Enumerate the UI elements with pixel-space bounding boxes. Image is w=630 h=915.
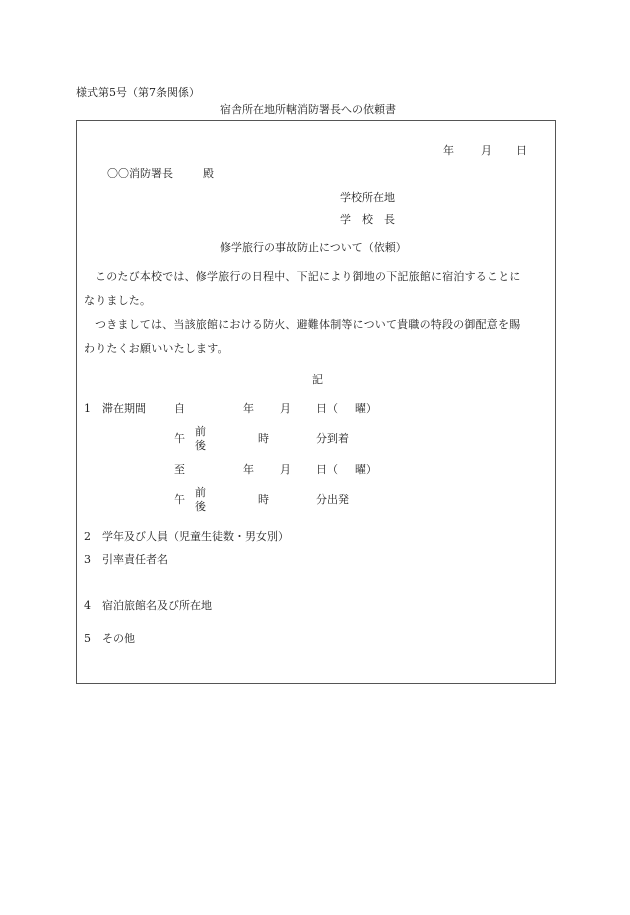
- stay-to-weekday: 曜）: [355, 463, 377, 476]
- body-text: [84, 265, 550, 361]
- arrival-ampm: [195, 425, 206, 453]
- arrival-am: 前: [195, 425, 206, 438]
- sender-principal: 学 校 長: [340, 213, 395, 226]
- departure-ampm-prefix: 午: [174, 493, 185, 506]
- stay-from: 自: [174, 402, 185, 415]
- para2-line1: つきましては、当該旅館における防火、避難体制等について貴職の特段の御配意を賜: [95, 318, 521, 331]
- item3-label: 引率責任者名: [102, 553, 168, 566]
- item4-label: 宿泊旅館名及び所在地: [102, 599, 212, 612]
- stay-from-month: 月: [280, 402, 291, 415]
- item5-number: 5: [84, 632, 91, 645]
- stay-from-weekday: 曜）: [355, 402, 377, 415]
- para1-line2: なりました。: [84, 294, 152, 307]
- stay-to-day: 日（: [316, 463, 338, 476]
- addressee-honorific: 殿: [203, 167, 214, 180]
- addressee-name: 〇〇消防署長: [107, 167, 173, 180]
- sender-location: 学校所在地: [340, 191, 395, 204]
- form-number: 様式第5号（第7条関係）: [76, 86, 200, 99]
- departure-minute: 分出発: [316, 493, 349, 506]
- stay-to: 至: [174, 463, 185, 476]
- date-month: 月: [481, 144, 492, 157]
- document-title: 宿舎所在地所轄消防署長への依頼書: [220, 103, 396, 116]
- para1-line1: このたび本校では、修学旅行の日程中、下記により御地の下記旅館に宿泊することに: [95, 270, 521, 283]
- date-day: 日: [516, 144, 527, 157]
- departure-ampm: [195, 486, 206, 514]
- stay-from-day: 日（: [316, 402, 338, 415]
- para2-line2: わりたくお願いいたします。: [84, 342, 229, 355]
- arrival-ampm-prefix: 午: [174, 432, 185, 445]
- arrival-minute: 分到着: [316, 432, 349, 445]
- item1-label: 滞在期間: [102, 402, 146, 415]
- departure-am: 前: [195, 486, 206, 499]
- date-year: 年: [443, 144, 454, 157]
- stay-to-month: 月: [280, 463, 291, 476]
- ki-heading: 記: [312, 373, 323, 386]
- item2-number: 2: [84, 530, 91, 543]
- departure-hour: 時: [258, 493, 269, 506]
- item3-number: 3: [84, 553, 91, 566]
- subject-line: 修学旅行の事故防止について（依頼）: [220, 241, 407, 254]
- departure-pm: 後: [195, 500, 206, 513]
- stay-to-year: 年: [243, 463, 254, 476]
- arrival-pm: 後: [195, 439, 206, 452]
- item2-label: 学年及び人員（児童生徒数・男女別）: [102, 530, 289, 543]
- item4-number: 4: [84, 599, 91, 612]
- stay-from-year: 年: [243, 402, 254, 415]
- arrival-hour: 時: [258, 432, 269, 445]
- item1-number: 1: [84, 402, 91, 415]
- item5-label: その他: [102, 632, 135, 645]
